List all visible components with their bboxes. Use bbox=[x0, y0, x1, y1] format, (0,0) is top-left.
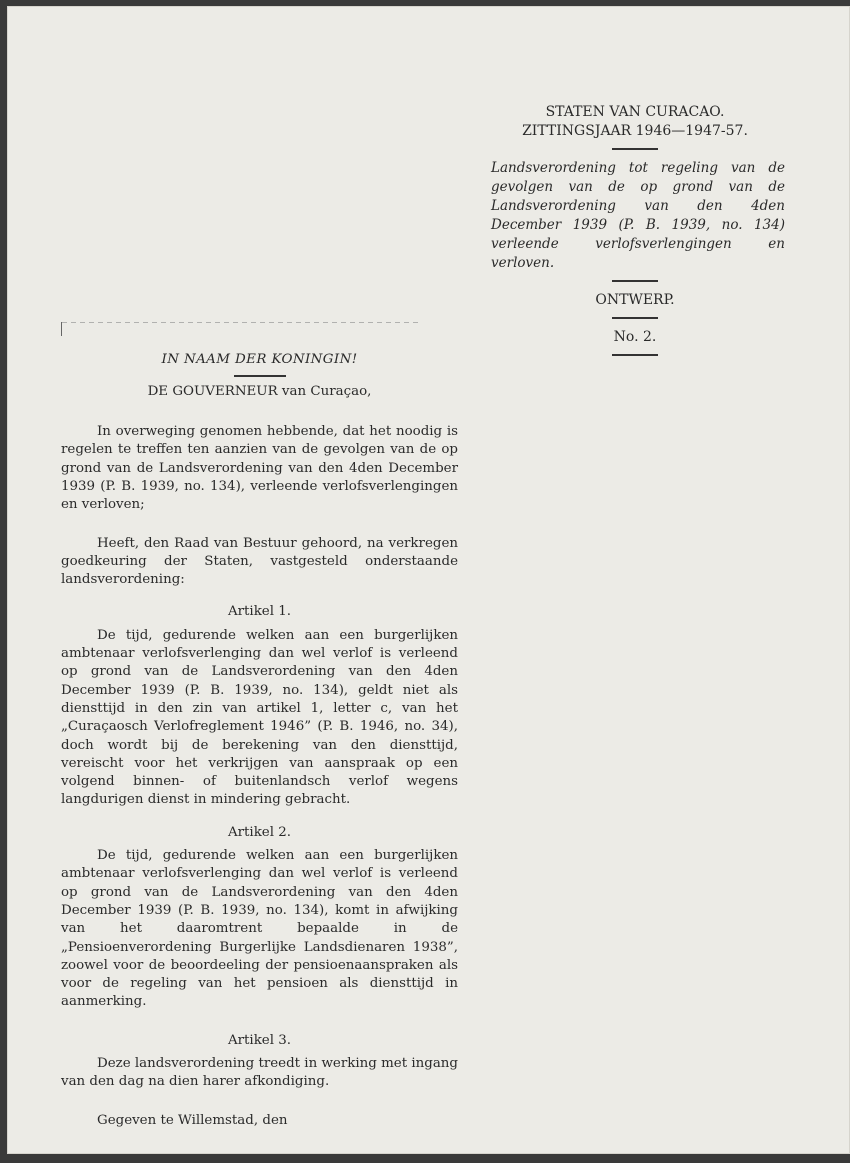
divider bbox=[612, 280, 658, 282]
article-1-text: De tijd, gedurende welken aan een burgerlijken ambtenaar verlofsverlenging dan wel verlof is verleend op grond van de Landsverordening van den 4den December 1939 (P. B. 1939, no. 134), geldt niet als diensttijd in den zin van artikel 1, letter c, van het „Curaçaosch Verlofreglement 1946” (P. B. 1946, no. 34), doch wordt bij de berekening van den diensttijd, vereischt voor het verkrijgen van aanspraak op een volgend binnen- of buitenlandsch verlof wegens langdurigen dienst in mindering gebracht. bbox=[61, 627, 458, 808]
closing-line: Gegeven te Willemstad, den bbox=[97, 1112, 288, 1128]
session-year: ZITTINGSJAAR 1946—1947-57. bbox=[522, 123, 748, 139]
fold-line bbox=[62, 322, 422, 323]
ordinance-body bbox=[61, 351, 458, 1130]
divider bbox=[234, 375, 286, 377]
draft-label: ONTWERP. bbox=[595, 292, 675, 308]
divider bbox=[612, 148, 658, 150]
article-3-title: Artikel 3. bbox=[227, 1032, 292, 1048]
article-2-title: Artikel 2. bbox=[227, 824, 292, 840]
article-1-title: Artikel 1. bbox=[227, 604, 292, 620]
document-page bbox=[7, 6, 850, 1154]
consideration-paragraph: In overweging genomen hebbende, dat het noodig is regelen te treffen ten aanzien van de gevolgen van de op grond van de Landsverordening van den 4den December 1939 (P. B. 1939, no. 134), verleende verlofsverlengingen en verloven; bbox=[61, 424, 458, 513]
fold-mark bbox=[61, 322, 62, 336]
ordinance-subject: Landsverordening tot regeling van de gevolgen van de op grond van de Landsverordening van den 4den December 1939 (P. B. 1939, no. 134) verleende verlofsverlengingen en verloven. bbox=[491, 160, 785, 271]
invocation-heading: IN NAAM DER KONINGIN! bbox=[161, 352, 358, 367]
divider bbox=[612, 354, 658, 356]
document-number: No. 2. bbox=[613, 329, 657, 345]
document-header bbox=[485, 103, 785, 365]
article-3-text: Deze landsverordening treedt in werking met ingang van den dag na dien harer afkondiging. bbox=[61, 1056, 458, 1090]
governor-heading: DE GOUVERNEUR van Curaçao, bbox=[147, 383, 372, 399]
enactment-paragraph: Heeft, den Raad van Bestuur gehoord, na verkregen goedkeuring der Staten, vastgesteld onderstaande landsverordening: bbox=[61, 535, 458, 588]
assembly-title: STATEN VAN CURACAO. bbox=[545, 104, 725, 120]
article-2-text: De tijd, gedurende welken aan een burgerlijken ambtenaar verlofsverlenging dan wel verlof is verleend op grond van de Landsverordening van den 4den December 1939 (P. B. 1939, no. 134), komt in afwijking van het daaromtrent bepaalde in de „Pensioenverordening Burgerlijke Landsdienaren 1938”, zoowel voor de beoordeeling der pensioenaanspraken als voor de regeling van het pensioen als diensttijd in aanmerking. bbox=[61, 848, 458, 1010]
divider bbox=[612, 317, 658, 319]
